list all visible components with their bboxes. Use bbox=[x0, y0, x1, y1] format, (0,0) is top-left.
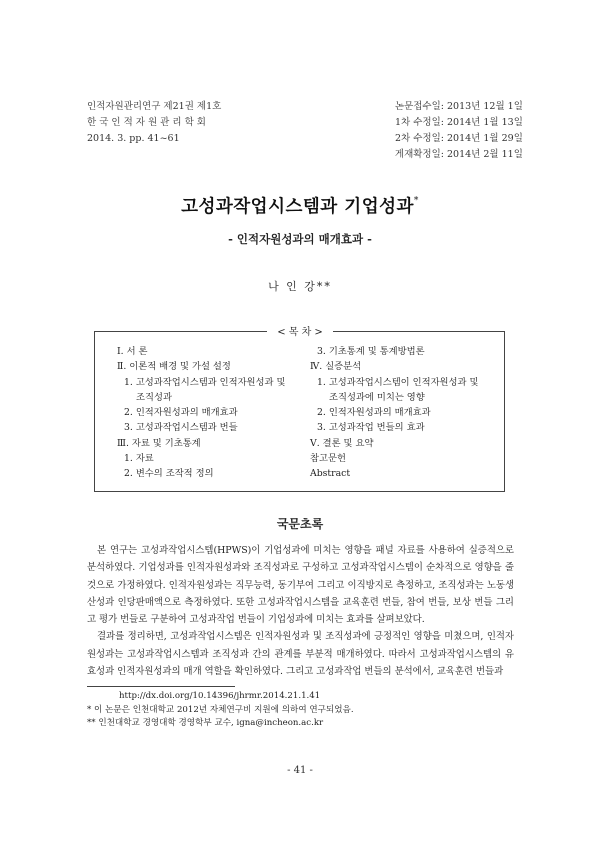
journal-info bbox=[87, 99, 221, 147]
toc-item: Ⅲ. 자료 및 기초통계 bbox=[117, 437, 201, 449]
footnotes bbox=[87, 690, 354, 731]
abstract-heading: 국문초록 bbox=[276, 517, 324, 531]
toc-item: 조직성과에 미치는 영향 bbox=[329, 391, 425, 403]
abstract-paragraph: 결과를 정리하면, 고성과작업시스템은 인적자원성과 및 조직성과에 긍정적인 영향을 미쳤으며, 인적자원성과는 고성과작업시스템과 조직성과 간의 관계를 부분적 매개하였다. 따라서 고성과작업시스템의 유효성과 인적자원성과의 매개 역할을 확인하였다. 그리고 고성과작업 번들의 분석에서, 교육훈련 번들과 bbox=[87, 631, 514, 678]
toc-item: 1. 고성과작업시스템과 인적자원성과 및 bbox=[124, 376, 286, 388]
toc-item: Abstract bbox=[310, 468, 351, 480]
toc-item: 1. 자료 bbox=[124, 453, 154, 465]
toc-left-column bbox=[117, 344, 285, 482]
footnote-author: ** 인천대학교 경영대학 경영학부 교수, igna@incheon.ac.kr bbox=[87, 718, 324, 728]
toc-item: Ⅰ. 서 론 bbox=[117, 346, 148, 357]
toc-item: 2. 인적자원성과의 매개효과 bbox=[317, 407, 431, 419]
page-number: - 41 - bbox=[287, 765, 313, 776]
footnote-divider bbox=[87, 686, 235, 687]
toc-item: 3. 고성과작업시스템과 번들 bbox=[124, 422, 238, 434]
toc-item: 3. 기초통계 및 통계방법론 bbox=[317, 346, 425, 357]
toc-item: 2. 변수의 조작적 정의 bbox=[124, 468, 214, 480]
toc-item: 참고문헌 bbox=[310, 453, 346, 465]
doi-link[interactable]: http://dx.doi.org/10.14396/jhrmr.2014.21.1.41 bbox=[119, 691, 321, 701]
toc-item: Ⅳ. 실증분석 bbox=[310, 361, 362, 373]
journal-name: 인적자원관리연구 제21권 제1호 bbox=[87, 101, 222, 112]
issue-pages: 2014. 3. pp. 41~61 bbox=[87, 133, 180, 144]
toc-item: 조직성과 bbox=[136, 391, 172, 403]
abstract-paragraph: 본 연구는 고성과작업시스템(HPWS)이 기업성과에 미치는 영향을 패널 자료를 사용하여 실증적으로 분석하였다. 기업성과를 인적자원성과와 조직성과로 구성하고 고성과작업시스템이 순차적으로 영향을 줄 것으로 가정하였다. 인적자원성과는 직무능력, 동기부여 그리고 이직방지로 측정하고, 조직성과는 노동생산성과 인당판매액으로 측정하였다. 또한 고성과작업시스템을 교육훈련 번들, 참여 번들, 보상 번들 그리고 평가 번들로 구분하여 고성과작업 번들이 기업성과에 미치는 효과를 살펴보았다. bbox=[87, 545, 514, 626]
footnote-funding: * 이 논문은 인천대학교 2012년 자체연구비 지원에 의하여 연구되었음. bbox=[87, 704, 354, 715]
toc-right-column bbox=[310, 344, 478, 482]
toc-heading: < 목 차 > bbox=[0, 323, 600, 338]
abstract-body bbox=[87, 542, 514, 680]
date-row: 게재확정일: 2014년 2월 11일 bbox=[394, 149, 523, 160]
title-footnote-mark: * bbox=[413, 196, 419, 207]
society-name: 한 국 인 적 자 원 관 리 학 회 bbox=[87, 117, 206, 128]
toc-item: 1. 고성과작업시스템이 인적자원성과 및 bbox=[317, 376, 479, 388]
date-row: 1차 수정일: 2014년 1월 13일 bbox=[395, 117, 523, 128]
paper-subtitle: - 인적자원성과의 매개효과 - bbox=[228, 232, 372, 246]
date-row: 2차 수정일: 2014년 1월 29일 bbox=[395, 133, 523, 144]
toc-item: 3. 고성과작업 번들의 효과 bbox=[317, 422, 425, 434]
author-name: 나 인 강** bbox=[268, 280, 332, 293]
paper-title: 고성과작업시스템과 기업성과* bbox=[181, 196, 419, 217]
toc-item: Ⅱ. 이론적 배경 및 가설 설정 bbox=[117, 361, 231, 373]
date-row: 논문접수일: 2013년 12월 1일 bbox=[394, 101, 523, 112]
toc-item: Ⅴ. 결론 및 요약 bbox=[310, 437, 374, 449]
toc-item: 2. 인적자원성과의 매개효과 bbox=[124, 407, 238, 419]
submission-dates bbox=[384, 99, 523, 163]
